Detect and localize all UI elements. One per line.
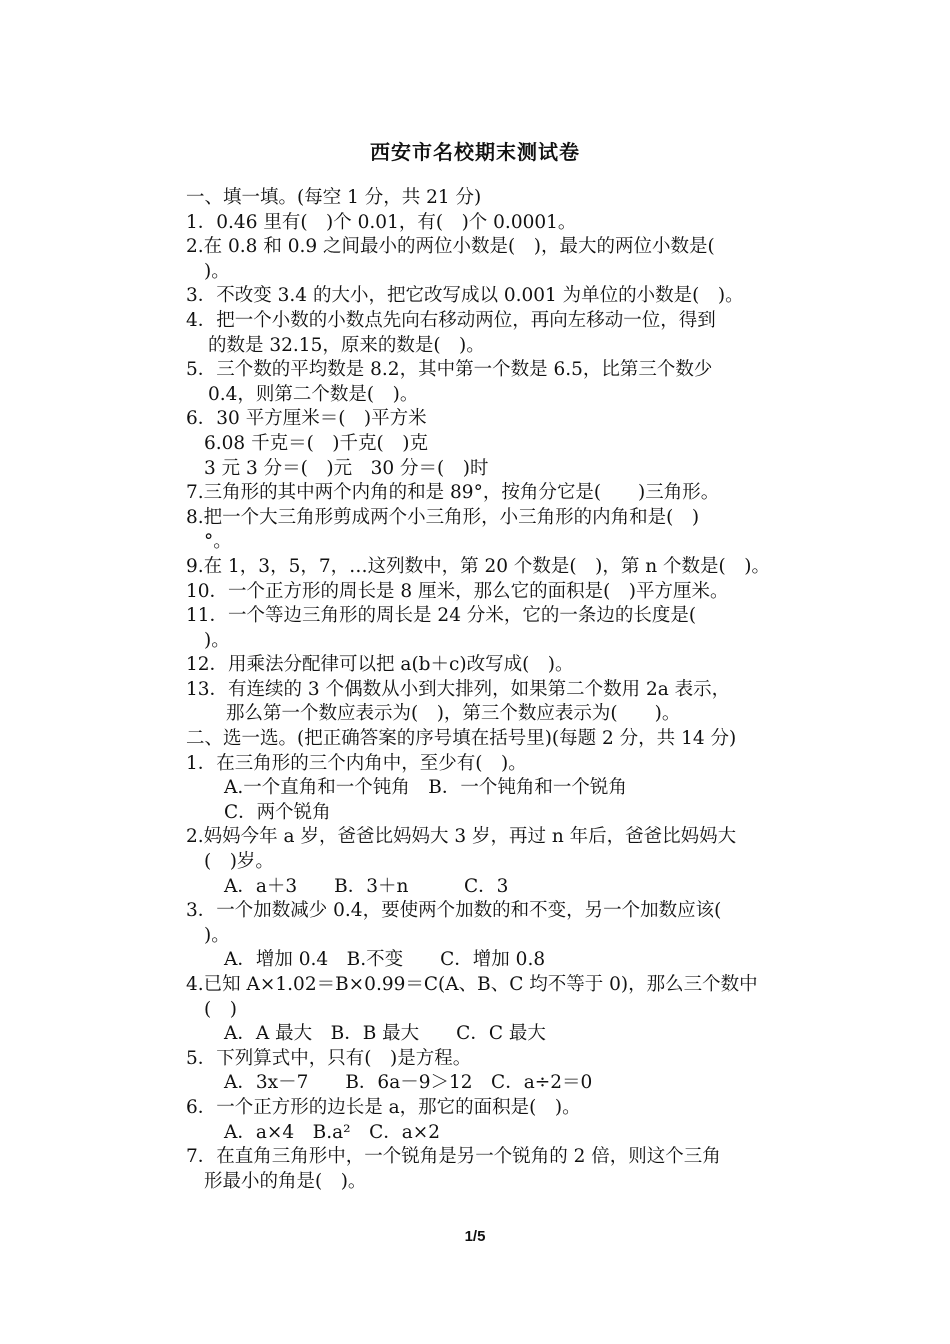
q1-13-cont: 那么第一个数应表示为( )，第三个数应表示为( )。 (226, 703, 681, 725)
q1-10: 10．一个正方形的周长是 8 厘米，那么它的面积是( )平方厘米。 (186, 580, 729, 602)
q2-2-options: A．a＋3 B．3＋n C．3 (224, 875, 509, 897)
q2-7-cont: 形最小的角是( )。 (204, 1170, 367, 1192)
q2-6: 6．一个正方形的边长是 a，那它的面积是( )。 (186, 1096, 581, 1118)
section-two-heading: 二、选一选。(把正确答案的序号填在括号里)(每题 2 分，共 14 分) (186, 728, 737, 750)
q2-3: 3．一个加数减少 0.4，要使两个加数的和不变，另一个加数应该( (186, 900, 722, 922)
q1-11-cont: )。 (204, 629, 230, 651)
q1-7: 7.三角形的其中两个内角的和是 89°，按角分它是( )三角形。 (186, 482, 720, 504)
q1-2-cont: )。 (204, 260, 230, 282)
q2-4-cont: ( ) (204, 998, 237, 1020)
q2-1: 1．在三角形的三个内角中，至少有( )。 (186, 752, 527, 774)
q1-9: 9.在 1，3，5，7，…这列数中，第 20 个数是( )，第 n 个数是( )。 (186, 555, 770, 577)
q2-1-option-c: C．两个锐角 (224, 801, 331, 823)
q1-5-cont: 0.4，则第二个数是( )。 (208, 383, 419, 405)
q2-1-options-ab: A.一个直角和一个钝角 B．一个钝角和一个锐角 (224, 777, 627, 799)
q1-8: 8.把一个大三角形剪成两个小三角形，小三角形的内角和是( ) (186, 506, 700, 528)
q1-6-c: 3 元 3 分＝( )元 30 分＝( )时 (204, 457, 489, 479)
q2-5-options: A．3x－7 B．6a－9＞12 C．a÷2＝0 (224, 1072, 593, 1094)
exam-content (186, 186, 826, 1194)
q1-6-b: 6.08 千克＝( )千克( )克 (204, 432, 428, 454)
q2-4-options: A．A 最大 B．B 最大 C．C 最大 (224, 1023, 546, 1045)
q2-3-cont: )。 (204, 924, 230, 946)
q1-5: 5．三个数的平均数是 8.2，其中第一个数是 6.5，比第三个数少 (186, 359, 713, 381)
q1-1: 1．0.46 里有( )个 0.01，有( )个 0.0001。 (186, 211, 577, 233)
q1-6: 6．30 平方厘米＝( )平方米 (186, 408, 427, 430)
q1-2: 2.在 0.8 和 0.9 之间最小的两位小数是( )，最大的两位小数是( (186, 236, 715, 258)
page-number: 1/5 (464, 1228, 486, 1245)
section-one-heading: 一、填一填。(每空 1 分，共 21 分) (186, 187, 482, 208)
q1-13: 13．有连续的 3 个偶数从小到大排列，如果第二个数用 2a 表示， (186, 678, 731, 700)
q2-5: 5．下列算式中，只有( )是方程。 (186, 1047, 472, 1069)
exam-title: 西安市名校期末测试卷 (370, 140, 580, 164)
q1-3: 3．不改变 3.4 的大小，把它改写成以 0.001 为单位的小数是( )。 (186, 285, 744, 307)
q1-12: 12．用乘法分配律可以把 a(b＋c)改写成( )。 (186, 654, 574, 676)
q2-6-options: A．a×4 B.a² C．a×2 (224, 1121, 441, 1143)
q1-11: 11．一个等边三角形的周长是 24 分米，它的一条边的长度是( (186, 605, 697, 627)
q2-3-options: A．增加 0.4 B.不变 C．增加 0.8 (224, 949, 546, 971)
q2-4: 4.已知 A×1.02＝B×0.99＝C(A、B、C 均不等于 0)，那么三个数中 (186, 974, 758, 995)
q2-2-cont: ( )岁。 (204, 851, 274, 873)
q1-4: 4．把一个小数的小数点先向右移动两位，再向左移动一位，得到 (186, 309, 716, 331)
q2-2: 2.妈妈今年 a 岁，爸爸比妈妈大 3 岁，再过 n 年后，爸爸比妈妈大 (186, 826, 737, 848)
q2-7: 7．在直角三角形中，一个锐角是另一个锐角的 2 倍，则这个三角 (186, 1146, 721, 1168)
q1-4-cont: 的数是 32.15，原来的数是( )。 (208, 334, 485, 356)
q1-8-cont: °。 (204, 531, 232, 553)
